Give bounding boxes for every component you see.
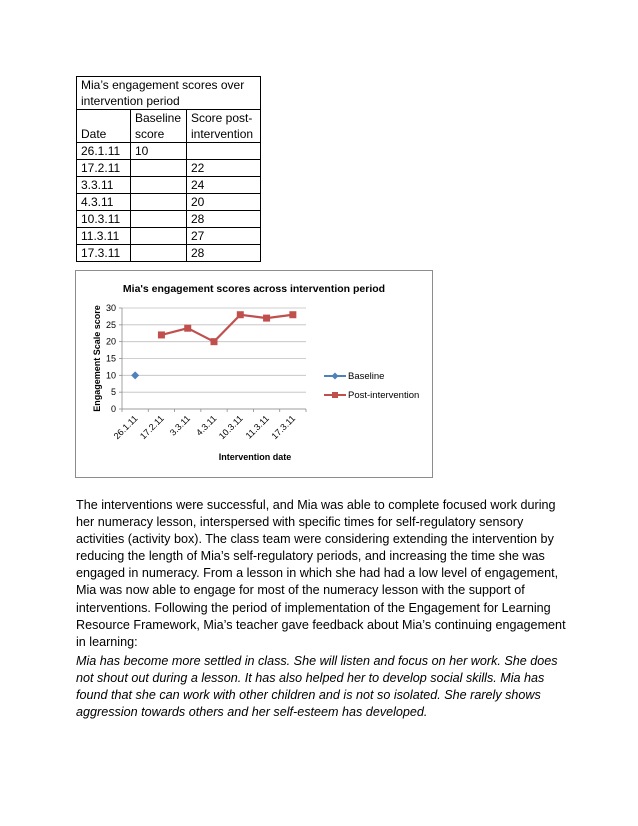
- legend-label: Post-intervention: [348, 390, 420, 401]
- table-caption-row: [77, 77, 261, 110]
- cell-date: 17.2.11: [77, 160, 131, 177]
- data-point-post-intervention: [158, 331, 165, 338]
- cell-date: 11.3.11: [77, 228, 131, 245]
- x-tick-label: 11.3.11: [243, 413, 271, 441]
- table-row: [77, 245, 261, 262]
- x-tick-label: 26.1.11: [111, 413, 140, 442]
- cell-baseline: [131, 194, 187, 211]
- y-tick-label: 20: [105, 336, 116, 347]
- cell-baseline: [131, 160, 187, 177]
- y-tick-label: 0: [110, 404, 116, 414]
- cell-baseline: [131, 211, 187, 228]
- legend-marker: [332, 373, 339, 380]
- cell-post: 28: [187, 245, 261, 262]
- data-point-post-intervention: [289, 311, 296, 318]
- x-tick-label: 17.2.11: [138, 413, 166, 442]
- cell-date: 3.3.11: [77, 177, 131, 194]
- header-date: Date: [77, 110, 131, 143]
- cell-date: 4.3.11: [77, 194, 131, 211]
- x-tick-label: 10.3.11: [216, 413, 245, 442]
- cell-post: 24: [187, 177, 261, 194]
- table-row: [77, 160, 261, 177]
- x-tick-label: 3.3.11: [167, 413, 193, 438]
- data-point-post-intervention: [263, 315, 270, 322]
- teacher-feedback-quote: Mia has become more settled in class. She will listen and focus on her work. She does not shout out during a lesson. It has also helped her to develop social skills. Mia has found that she can work with other children and is not so isolated. She rarely shows aggression towards others and her self-esteem has developed.: [76, 654, 558, 720]
- chart-title: Mia's engagement scores across intervention period: [122, 283, 386, 295]
- cell-post: 20: [187, 194, 261, 211]
- y-tick-label: 30: [105, 303, 116, 313]
- cell-post: 28: [187, 211, 261, 228]
- legend-marker: [332, 392, 338, 398]
- table-caption: Mia’s engagement scores over intervention period: [77, 77, 261, 110]
- cell-post: [187, 143, 261, 160]
- cell-date: 26.1.11: [77, 143, 131, 160]
- y-tick-label: 5: [110, 387, 116, 398]
- table-row: [77, 211, 261, 228]
- engagement-chart: [75, 270, 433, 478]
- engagement-scores-table: [76, 76, 261, 262]
- table-row: [77, 194, 261, 211]
- table-row: [77, 228, 261, 245]
- x-tick-label: 17.3.11: [269, 413, 298, 442]
- legend-label: Baseline: [348, 371, 385, 382]
- series-line-post-intervention: [161, 315, 292, 342]
- cell-date: 17.3.11: [77, 245, 131, 262]
- cell-baseline: [131, 228, 187, 245]
- cell-date: 10.3.11: [77, 211, 131, 228]
- table-row: [77, 177, 261, 194]
- results-paragraph: The interventions were successful, and Mia was able to complete focused work during her numeracy lesson, interspersed with specific times for self-regulatory sensory activities (activity box). The class team were considering extending the intervention by reducing the length of Mia’s self-regulatory periods, and increasing the time she was engaged in numeracy. From a lesson in which she had had a low level of engagement, Mia was now able to engage for most of the numeracy lesson with the support of interventions. Following the period of implementation of the Engagement for Learning Resource Framework, Mia’s teacher gave feedback about Mia’s continuing engagement in learning:: [76, 498, 566, 649]
- header-baseline: Baseline score: [131, 110, 187, 143]
- data-point-baseline: [131, 371, 139, 379]
- cell-post: 27: [187, 228, 261, 245]
- cell-baseline: [131, 177, 187, 194]
- data-point-post-intervention: [184, 325, 191, 332]
- header-post-intervention: Score post-intervention: [187, 110, 261, 143]
- cell-baseline: 10: [131, 143, 187, 160]
- table-row: [77, 143, 261, 160]
- y-tick-label: 25: [105, 319, 116, 330]
- y-axis-title: Engagement Scale score: [92, 305, 102, 412]
- y-tick-label: 15: [105, 353, 116, 364]
- data-point-post-intervention: [237, 311, 244, 318]
- cell-baseline: [131, 245, 187, 262]
- data-point-post-intervention: [211, 338, 218, 345]
- cell-post: 22: [187, 160, 261, 177]
- table-header-row: [77, 110, 261, 143]
- x-tick-label: 4.3.11: [194, 413, 219, 438]
- x-axis-title: Intervention date: [218, 452, 292, 462]
- y-tick-label: 10: [105, 370, 116, 381]
- chart-canvas: [76, 271, 432, 477]
